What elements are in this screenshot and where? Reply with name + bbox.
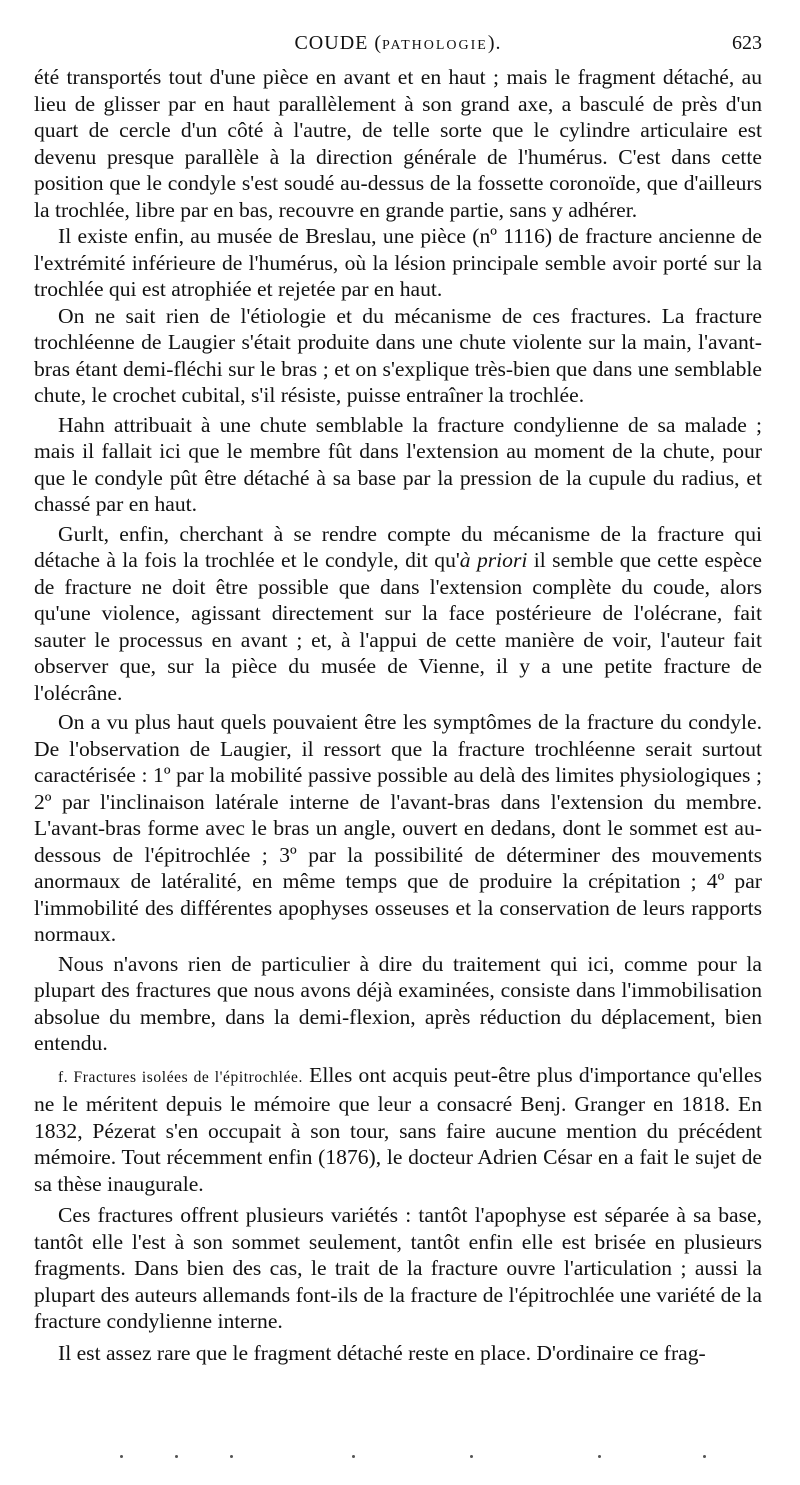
speck — [230, 1455, 233, 1458]
paragraph-1: été transportés tout d'une pièce en avant et en haut ; mais le fragment détaché, au lieu de glisser par en haut parallèlement à son grand axe, a basculé de près d'un quart de cercle d'un côté à l'autre, de telle sorte que le cylindre articulaire est devenu presque parallèle à la direction générale de l'humérus. C'est dans cette position que le condyle s'est soudé au-dessus de la fossette coronoïde, que d'ailleurs la trochlée, libre par en bas, recouvre en grande partie, sans y adhérer. — [34, 65, 762, 222]
paragraph-9: Ces fractures offrent plusieurs variétés : tantôt l'apophyse est séparée à sa base, tantôt elle l'est à son sommet seulement, tantôt enfin elle est brisée en plusieurs fragments. Dans bien des cas, le trait de la fracture ouvre l'articulation ; aussi la plupart des auteurs allemands font-ils de la fracture de l'épitrochlée une variété de la fracture condylienne interne. — [34, 1203, 762, 1333]
paragraph-8 — [34, 1062, 762, 1198]
running-title-end: ). — [487, 32, 502, 54]
running-header — [34, 30, 762, 56]
speck — [470, 1455, 473, 1458]
speck — [120, 1455, 123, 1458]
paragraph-8-body: Elles ont acquis peut-être plus d'importance qu'elles ne le méritent depuis le mémoire que leur a consacré Benj. Granger en 1818. En 1832, Pézerat s'en occupait à son tour, sans faire aucune mention du précédent mémoire. Tout récemment enfin (1876), le docteur Adrien César en a fait le sujet de sa thèse inaugurale. — [34, 1062, 762, 1196]
paragraph-5-text-b: il semble que cette espèce de fracture ne doit être possible que dans l'extension complète du coude, alors qu'une violence, agissant directement sur la face postérieure de l'olécrane, fait sauter le processus en avant ; et, à l'appui de cette manière de voir, l'auteur fait observer que, sur la pièce du musée de Vienne, il y a une petite fracture de l'olécrâne. — [34, 548, 762, 705]
paragraph-10: Il est assez rare que le fragment détaché reste en place. D'ordinaire ce frag- — [58, 1340, 706, 1365]
paragraph-5-text-a: Gurlt, enfin, cherchant à se rendre compte du mécanisme de la fracture qui détache à la fois la trochlée et le condyle, dit qu' — [34, 521, 762, 572]
body-text — [34, 64, 762, 1366]
running-title-main: COUDE ( — [294, 32, 383, 54]
speck — [703, 1455, 706, 1458]
paragraph-7: Nous n'avons rien de particulier à dire du traitement qui ici, comme pour la plupart des fractures que nous avons déjà examinées, consiste dans l'immobilisation absolue du membre, dans la demi-flexion, après réduction du déplacement, bien entendu. — [34, 951, 762, 1055]
running-title — [34, 30, 762, 59]
paragraph-6: On a vu plus haut quels pouvaient être les symptômes de la fracture du condyle. De l'observation de Laugier, il ressort que la fracture trochléenne serait surtout caractérisée : 1º par la mobilité passive possible au delà des limites physiologiques ; 2º par l'inclinaison latérale interne de l'avant-bras dans l'extension du membre. L'avant-bras forme avec le bras un angle, ouvert en dedans, dont le sommet est au-dessous de l'épitrochlée ; 3º par la possibilité de déterminer des mouvements anormaux de latéralité, en même temps que de produire la crépitation ; 4º par l'immobilité des différentes apophyses osseuses et la conservation de leurs rapports normaux. — [34, 710, 762, 946]
speck — [598, 1455, 601, 1458]
paragraph-4: Hahn attribuait à une chute semblable la fracture condylienne de sa malade ; mais il fallait ici que le membre fût dans l'extension au moment de la chute, pour que le condyle pût être détaché à sa base par la pression de la cupule du radius, et chassé par en haut. — [34, 412, 762, 516]
section-heading: f. Fractures isolées de l'épitrochlée. — [58, 1068, 303, 1086]
running-title-small-caps: PATHOLOGIE — [382, 38, 488, 53]
speck — [352, 1455, 355, 1458]
paragraph-3: On ne sait rien de l'étiologie et du mécanisme de ces fractures. La fracture trochléenne de Laugier s'était produite dans une chute violente sur la main, l'avant-bras étant demi-fléchi sur le bras ; et on s'explique très-bien que dans une semblable chute, le crochet cubital, s'il résiste, puisse entraîner la trochlée. — [34, 303, 762, 407]
paragraph-2: Il existe enfin, au musée de Breslau, une pièce (nº 1116) de fracture ancienne de l'extrémité inférieure de l'humérus, où la lésion principale semble avoir porté sur la trochlée qui est atrophiée et rejetée par en haut. — [34, 224, 762, 301]
paragraph-5 — [34, 521, 762, 707]
speck — [175, 1455, 178, 1458]
paragraph-5-italic: à priori — [459, 548, 528, 572]
page-number: 623 — [732, 32, 762, 54]
